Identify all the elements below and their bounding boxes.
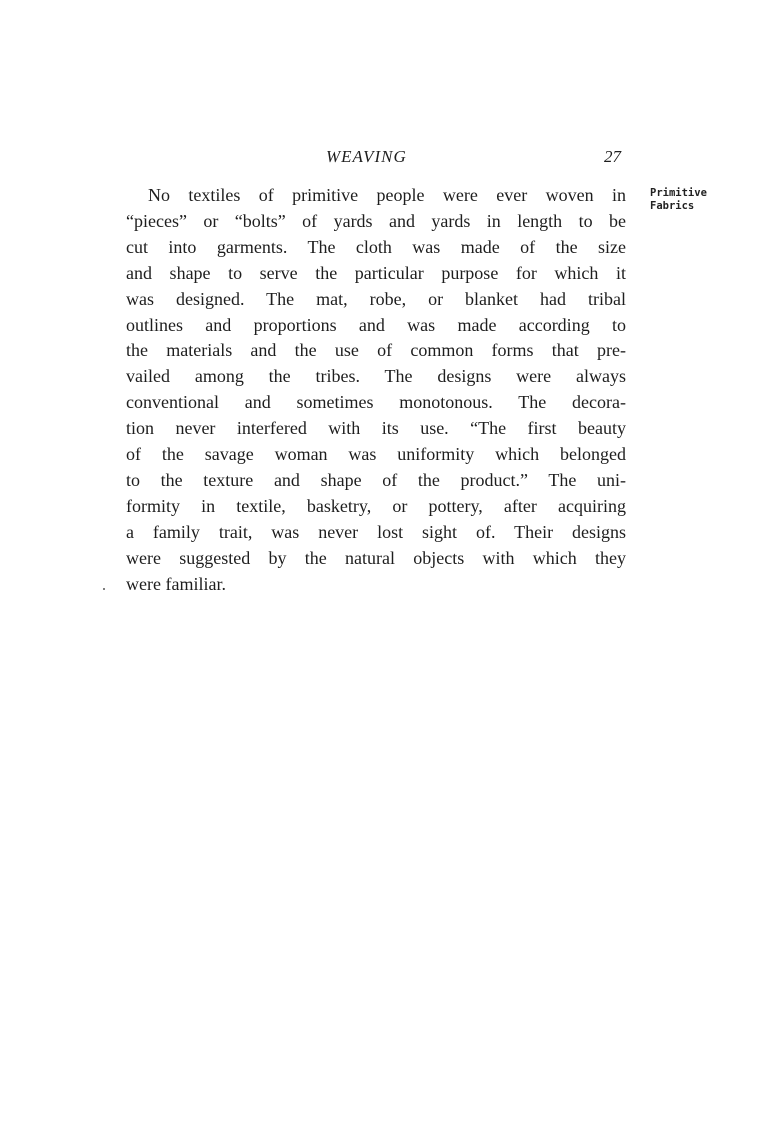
paragraph-line: the materials and the use of common forms that pre- xyxy=(126,340,626,361)
paragraph-line: and shape to serve the particular purpose for which it xyxy=(126,262,626,283)
paragraph-line: cut into garments. The cloth was made of the size xyxy=(126,236,626,257)
paragraph-line: of the savage woman was uniformity which belonged xyxy=(126,444,626,465)
paragraph-line: were suggested by the natural objects with which they xyxy=(126,547,626,568)
paragraph-line: conventional and sometimes monotonous. The decora- xyxy=(126,392,626,413)
paragraph-line: vailed among the tribes. The designs were always xyxy=(126,366,626,387)
running-title: WEAVING xyxy=(326,147,407,166)
paragraph-line: to the texture and shape of the product.” The uni- xyxy=(126,469,626,490)
paragraph-line: was designed. The mat, robe, or blanket had tribal xyxy=(126,288,626,309)
paragraph-line: tion never interfered with its use. “The first beauty xyxy=(126,418,626,439)
margin-note xyxy=(650,187,707,213)
margin-note-line: Primitive xyxy=(650,187,707,199)
paragraph-line: a family trait, was never lost sight of. Their designs xyxy=(126,521,626,542)
paragraph-line: were familiar. xyxy=(126,573,226,594)
paragraph-line: outlines and proportions and was made according to xyxy=(126,314,626,335)
paragraph-line: “pieces” or “bolts” of yards and yards in length to be xyxy=(126,210,626,231)
paragraph-line: No textiles of primitive people were ever woven in xyxy=(148,185,626,205)
body-paragraph xyxy=(126,183,626,598)
margin-note-line: Fabrics xyxy=(650,200,695,212)
paragraph-line: formity in textile, basketry, or pottery, after acquiring xyxy=(126,495,626,516)
page-number: 27 xyxy=(604,147,621,166)
print-speck xyxy=(103,588,105,590)
